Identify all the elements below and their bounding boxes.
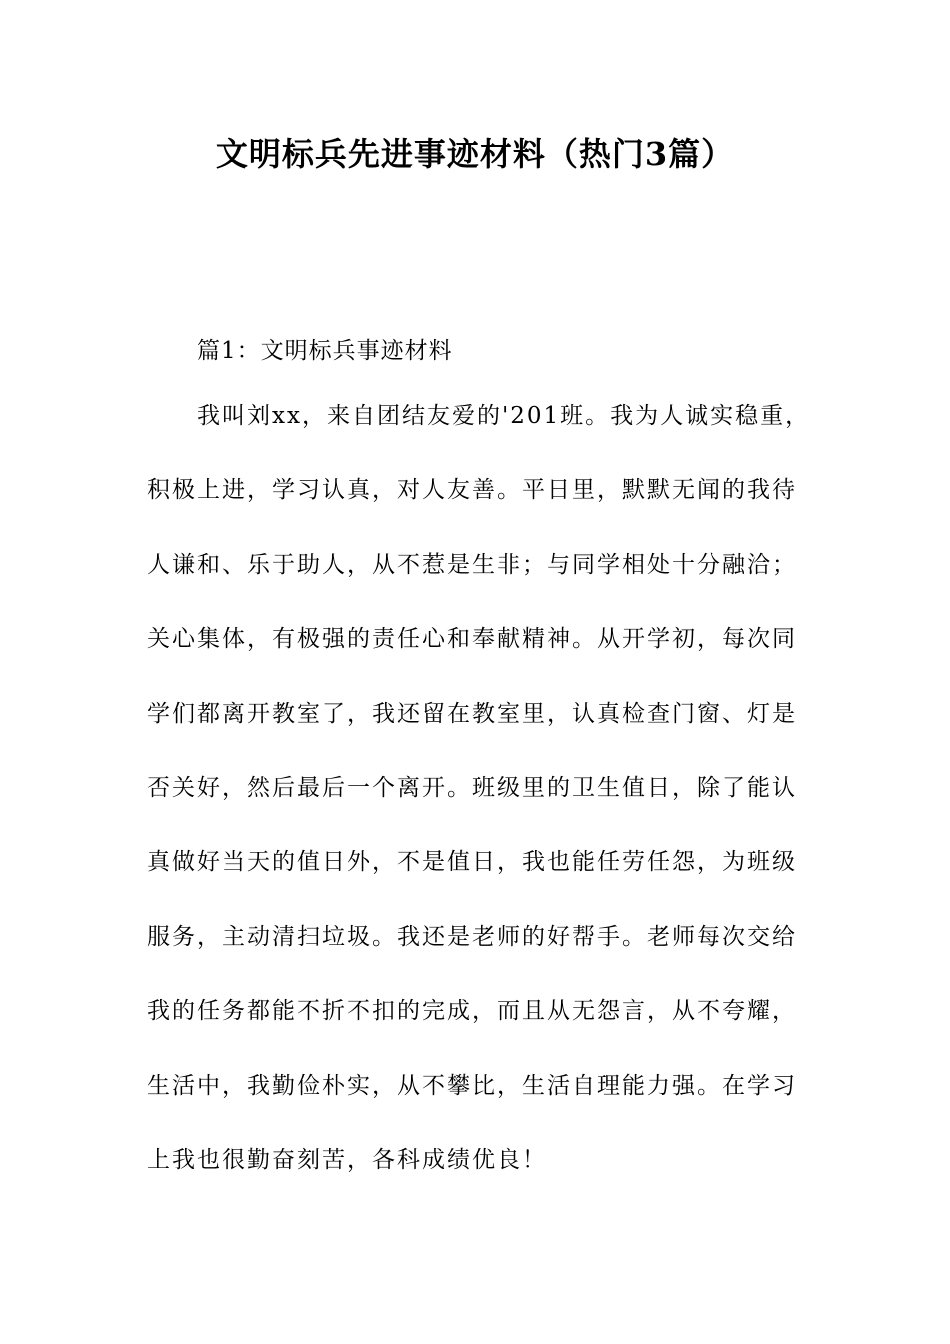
paragraph-line: 人谦和、乐于助人，从不惹是生非；与同学相处十分融洽； xyxy=(147,551,797,578)
paragraph-line: 我叫刘xx，来自团结友爱的'201班。我为人诚实稳重， xyxy=(197,403,811,429)
section-heading: 篇1：文明标兵事迹材料 xyxy=(197,338,453,364)
paragraph-line: 上我也很勤奋刻苦，各科成绩优良！ xyxy=(147,1146,547,1173)
paragraph-line: 否关好，然后最后一个离开。班级里的卫生值日，除了能认 xyxy=(147,774,797,801)
paragraph-line: 我的任务都能不折不扣的完成，而且从无怨言，从不夸耀， xyxy=(147,998,797,1025)
paragraph-line: 学们都离开教室了，我还留在教室里，认真检查门窗、灯是 xyxy=(147,700,797,727)
paragraph-line: 服务，主动清扫垃圾。我还是老师的好帮手。老师每次交给 xyxy=(147,923,797,950)
body-paragraph xyxy=(147,396,827,1214)
document-title: 文明标兵先进事迹材料（热门3篇） xyxy=(215,135,735,173)
paragraph-line: 生活中，我勤俭朴实，从不攀比，生活自理能力强。在学习 xyxy=(147,1072,797,1099)
paragraph-line: 积极上进，学习认真，对人友善。平日里，默默无闻的我待 xyxy=(147,477,797,504)
paragraph-line: 关心集体，有极强的责任心和奉献精神。从开学初，每次同 xyxy=(147,626,797,653)
paragraph-line: 真做好当天的值日外，不是值日，我也能任劳任怨，为班级 xyxy=(147,849,797,876)
